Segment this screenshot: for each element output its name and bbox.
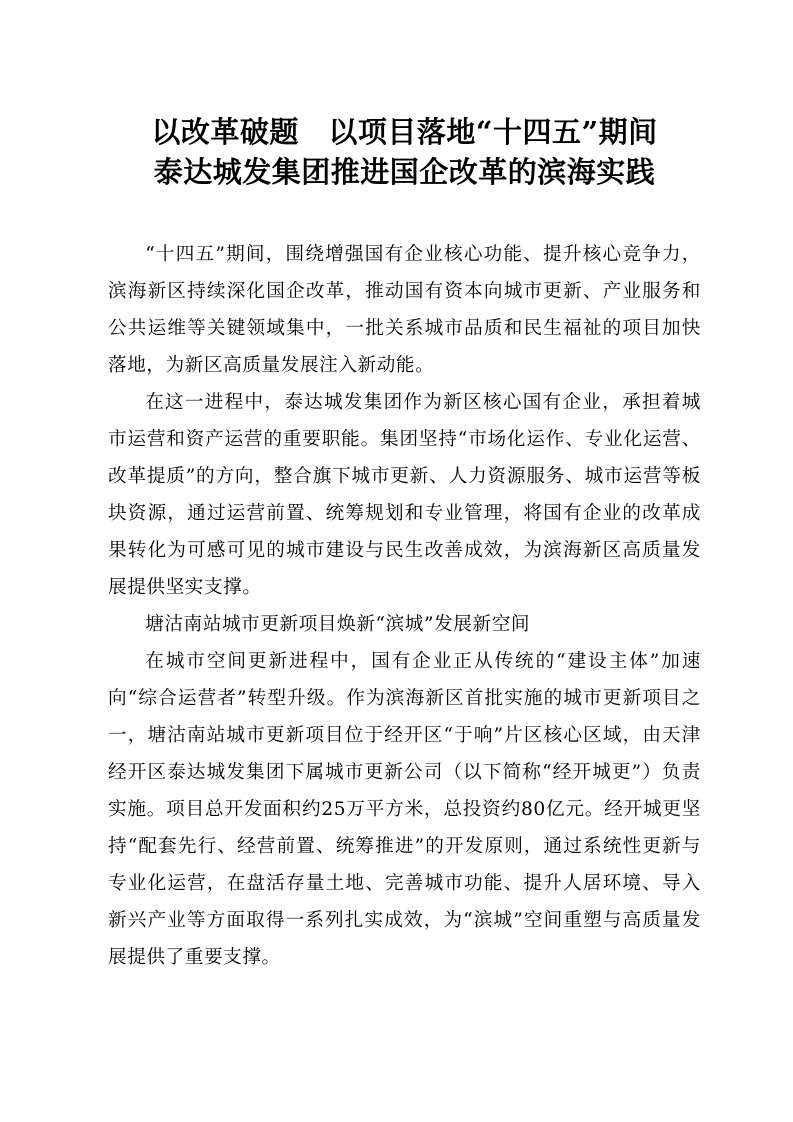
document-title xyxy=(108,112,701,192)
title-line-2: 泰达城发集团推进国企改革的滨海实践 xyxy=(153,155,656,189)
title-line-1: 以改革破题 以项目落地“十四五”期间 xyxy=(151,115,658,149)
paragraph-3: 在城市空间更新进程中，国有企业正从传统的“建设主体”加速向“综合运营者”转型升级。作为滨海新区首批实施的城市更新项目之一，塘沽南站城市更新项目位于经开区“于响”片区核心区域，由天津经开区泰达城发集团下属城市更新公司（以下简称“经开城更”）负责实施。项目总开发面积约25万平方米，总投资约80亿元。经开城更坚持“配套先行、经营前置、统筹推进”的开发原则，通过系统性更新与专业化运营，在盘活存量土地、完善城市功能、提升人居环境、导入新兴产业等方面取得一系列扎实成效，为“滨城”空间重塑与高质量发展提供了重要支撑。 xyxy=(108,651,701,968)
paragraph-2: 在这一进程中，泰达城发集团作为新区核心国有企业，承担着城市运营和资产运营的重要职能。集团坚持“市场化运作、专业化运营、改革提质”的方向，整合旗下城市更新、人力资源服务、城市运营等板块资源，通过运营前置、统筹规划和专业管理，将国有企业的改革成果转化为可感可见的城市建设与民生改善成效，为滨海新区高质量发展提供坚实支撑。 xyxy=(108,392,701,598)
section-subheading: 塘沽南站城市更新项目焕新“滨城”发展新空间 xyxy=(145,614,531,635)
document-body xyxy=(108,236,701,976)
paragraph-1: “十四五”期间，围绕增强国有企业核心功能、提升核心竞争力，滨海新区持续深化国企改革，推动国有资本向城市更新、产业服务和公共运维等关键领域集中，一批关系城市品质和民生福祉的项目加快落地，为新区高质量发展注入新动能。 xyxy=(108,244,701,376)
